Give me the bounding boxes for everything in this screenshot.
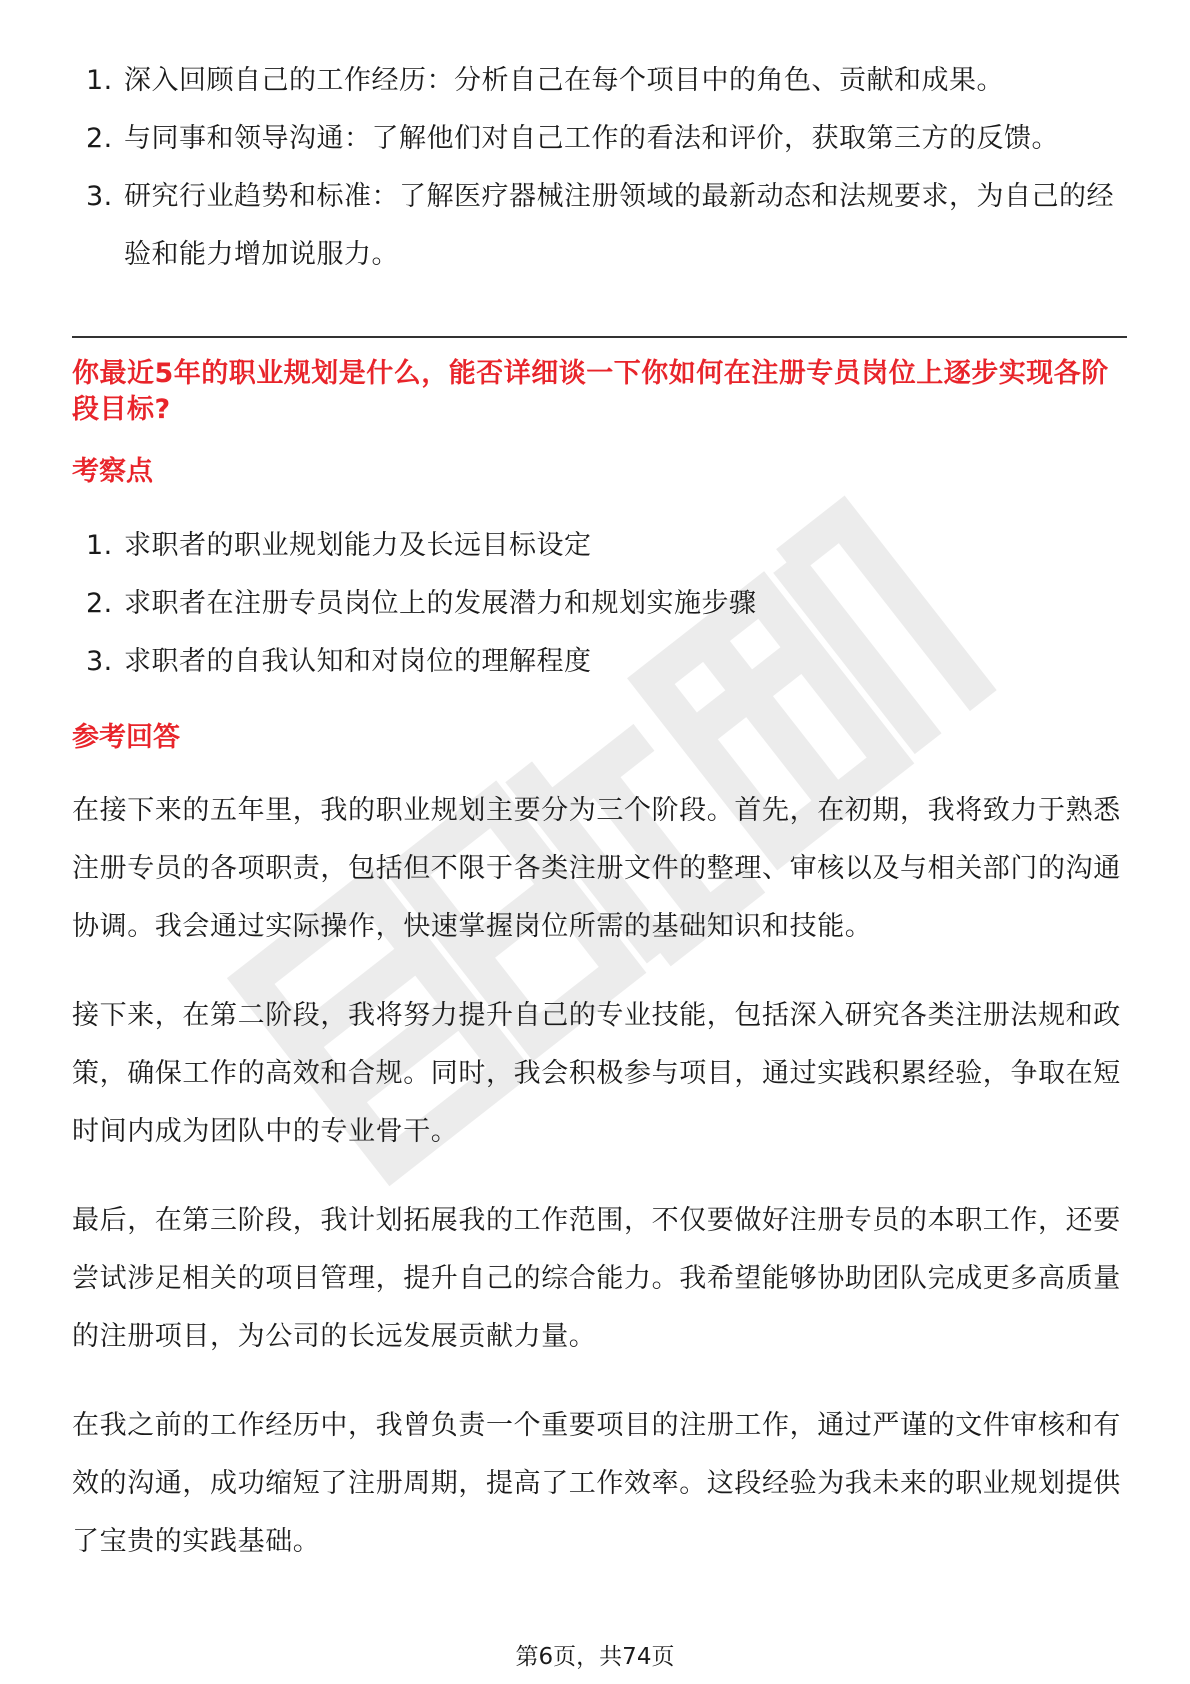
reference-answer-heading: 参考回答 xyxy=(72,722,180,753)
interview-question: 你最近5年的职业规划是什么，能否详细谈一下你如何在注册专员岗位上逐步实现各阶段目标? xyxy=(72,358,1109,425)
evaluation-points-list xyxy=(72,517,1127,691)
list-item xyxy=(72,633,1127,691)
evaluation-points-heading: 考察点 xyxy=(72,456,153,487)
list-item-number: 2. xyxy=(86,588,113,619)
list-item xyxy=(72,575,1127,633)
list-item xyxy=(72,52,1127,110)
answer-paragraph: 接下来，在第二阶段，我将努力提升自己的专业技能，包括深入研究各类注册法规和政策，确保工作的高效和合规。同时，我会积极参与项目，通过实践积累经验，争取在短时间内成为团队中的专业骨干。 xyxy=(72,1000,1121,1147)
list-item-text: 与同事和领导沟通：了解他们对自己工作的看法和评价，获取第三方的反馈。 xyxy=(124,123,1059,154)
list-item-number: 3. xyxy=(86,181,113,212)
list-item-text: 求职者的职业规划能力及长远目标设定 xyxy=(124,530,592,561)
list-item-number: 1. xyxy=(86,530,113,561)
answer-paragraph: 在接下来的五年里，我的职业规划主要分为三个阶段。首先，在初期，我将致力于熟悉注册专员的各项职责，包括但不限于各类注册文件的整理、审核以及与相关部门的沟通协调。我会通过实际操作，快速掌握岗位所需的基础知识和技能。 xyxy=(72,795,1121,942)
page-number-footer: 第6页，共74页 xyxy=(515,1644,675,1670)
list-item xyxy=(72,110,1127,168)
top-list xyxy=(72,52,1127,284)
list-item-text: 研究行业趋势和标准：了解医疗器械注册领域的最新动态和法规要求，为自己的经验和能力增加说服力。 xyxy=(124,181,1114,270)
section-divider xyxy=(72,336,1127,338)
list-item xyxy=(72,168,1127,284)
answer-paragraph: 最后，在第三阶段，我计划拓展我的工作范围，不仅要做好注册专员的本职工作，还要尝试涉足相关的项目管理，提升自己的综合能力。我希望能够协助团队完成更多高质量的注册项目，为公司的长远发展贡献力量。 xyxy=(72,1205,1121,1352)
list-item-number: 1. xyxy=(86,65,113,96)
answer-paragraph: 在我之前的工作经历中，我曾负责一个重要项目的注册工作，通过严谨的文件审核和有效的沟通，成功缩短了注册周期，提高了工作效率。这段经验为我未来的职业规划提供了宝贵的实践基础。 xyxy=(72,1410,1121,1557)
list-item-text: 求职者在注册专员岗位上的发展潜力和规划实施步骤 xyxy=(124,588,757,619)
list-item-text: 深入回顾自己的工作经历：分析自己在每个项目中的角色、贡献和成果。 xyxy=(124,65,1004,96)
list-item-text: 求职者的自我认知和对岗位的理解程度 xyxy=(124,646,592,677)
list-item-number: 2. xyxy=(86,123,113,154)
list-item xyxy=(72,517,1127,575)
list-item-number: 3. xyxy=(86,646,113,677)
